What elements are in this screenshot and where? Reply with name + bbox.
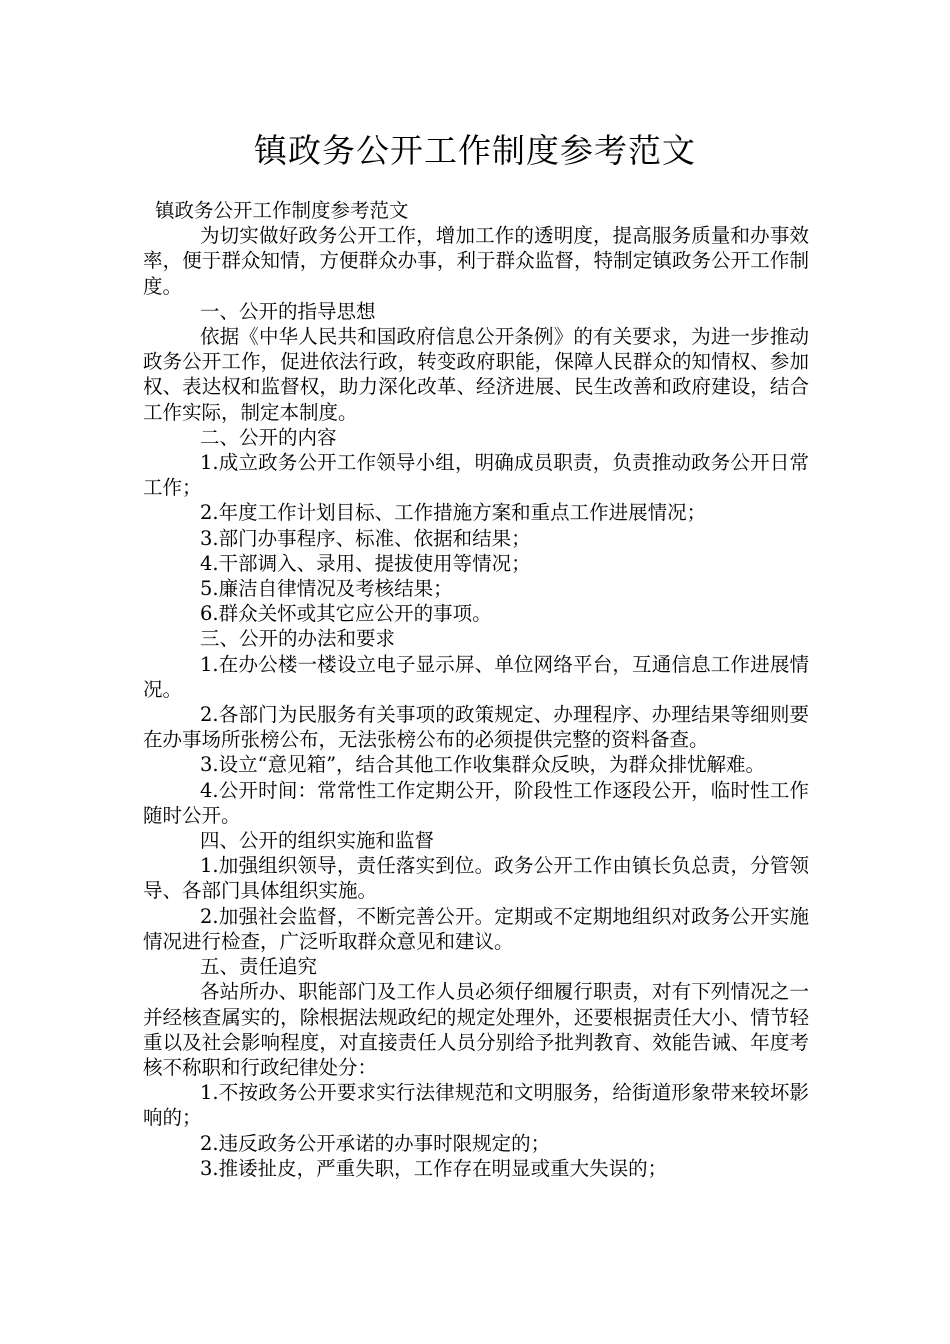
- document-title: 镇政务公开工作制度参考范文: [254, 131, 696, 170]
- paragraph: 4.公开时间：常常性工作定期公开，阶段性工作逐段公开，临时性工作随时公开。: [143, 778, 809, 827]
- paragraph: 6.群众关怀或其它应公开的事项。: [200, 602, 492, 626]
- paragraph: 依据《中华人民共和国政府信息公开条例》的有关要求，为进一步推动政务公开工作，促进依法行政，转变政府职能，保障人民群众的知情权、参加权、表达权和监督权，助力深化改革、经济进展、民生改善和政府建设，结合工作实际，制定本制度。: [143, 325, 809, 424]
- paragraph: 2.各部门为民服务有关事项的政策规定、办理程序、办理结果等细则要在办事场所张榜公布，无法张榜公布的必须提供完整的资料备查。: [143, 703, 809, 752]
- paragraph: 1.在办公楼一楼设立电子显示屏、单位网络平台，互通信息工作进展情况。: [143, 652, 809, 701]
- paragraph: 3.部门办事程序、标准、依据和结果；: [200, 526, 531, 550]
- paragraph: 4.干部调入、录用、提拔使用等情况；: [200, 551, 531, 575]
- paragraph: 四、公开的组织实施和监督: [200, 829, 435, 853]
- paragraph: 为切实做好政务公开工作，增加工作的透明度，提高服务质量和办事效率，便于群众知情，方便群众办事，利于群众监督，特制定镇政务公开工作制度。: [143, 224, 809, 298]
- paragraph: 3.推诿扯皮，严重失职，工作存在明显或重大失误的；: [200, 1156, 668, 1180]
- paragraph: 五、责任追究: [200, 955, 318, 979]
- paragraph: 5.廉洁自律情况及考核结果；: [200, 577, 453, 601]
- paragraph: 各站所办、职能部门及工作人员必须仔细履行职责，对有下列情况之一并经核查属实的，除根据法规政纪的规定处理外，还要根据责任大小、情节轻重以及社会影响程度，对直接责任人员分别给予批判教育、效能告诫、年度考核不称职和行政纪律处分：: [143, 980, 809, 1079]
- paragraph: 1.加强组织领导，责任落实到位。政务公开工作由镇长负总责，分管领导、各部门具体组织实施。: [143, 854, 809, 903]
- paragraph: 2.违反政务公开承诺的办事时限规定的；: [200, 1131, 551, 1155]
- paragraph: 3.设立“意见箱”，结合其他工作收集群众反映，为群众排忧解难。: [200, 753, 766, 777]
- paragraph: 二、公开的内容: [200, 425, 337, 449]
- paragraph: 2.加强社会监督，不断完善公开。定期或不定期地组织对政务公开实施情况进行检查，广泛听取群众意见和建议。: [143, 904, 809, 953]
- paragraph: 三、公开的办法和要求: [200, 627, 396, 651]
- paragraph: 2.年度工作计划目标、工作措施方案和重点工作进展情况；: [200, 501, 707, 525]
- paragraph: 1.不按政务公开要求实行法律规范和文明服务，给街道形象带来较坏影响的；: [143, 1081, 809, 1130]
- paragraph: 一、公开的指导思想: [200, 299, 376, 323]
- paragraph: 镇政务公开工作制度参考范文: [155, 199, 409, 222]
- document-body: [143, 198, 809, 1181]
- paragraph: 1.成立政务公开工作领导小组，明确成员职责，负责推动政务公开日常工作；: [143, 451, 809, 500]
